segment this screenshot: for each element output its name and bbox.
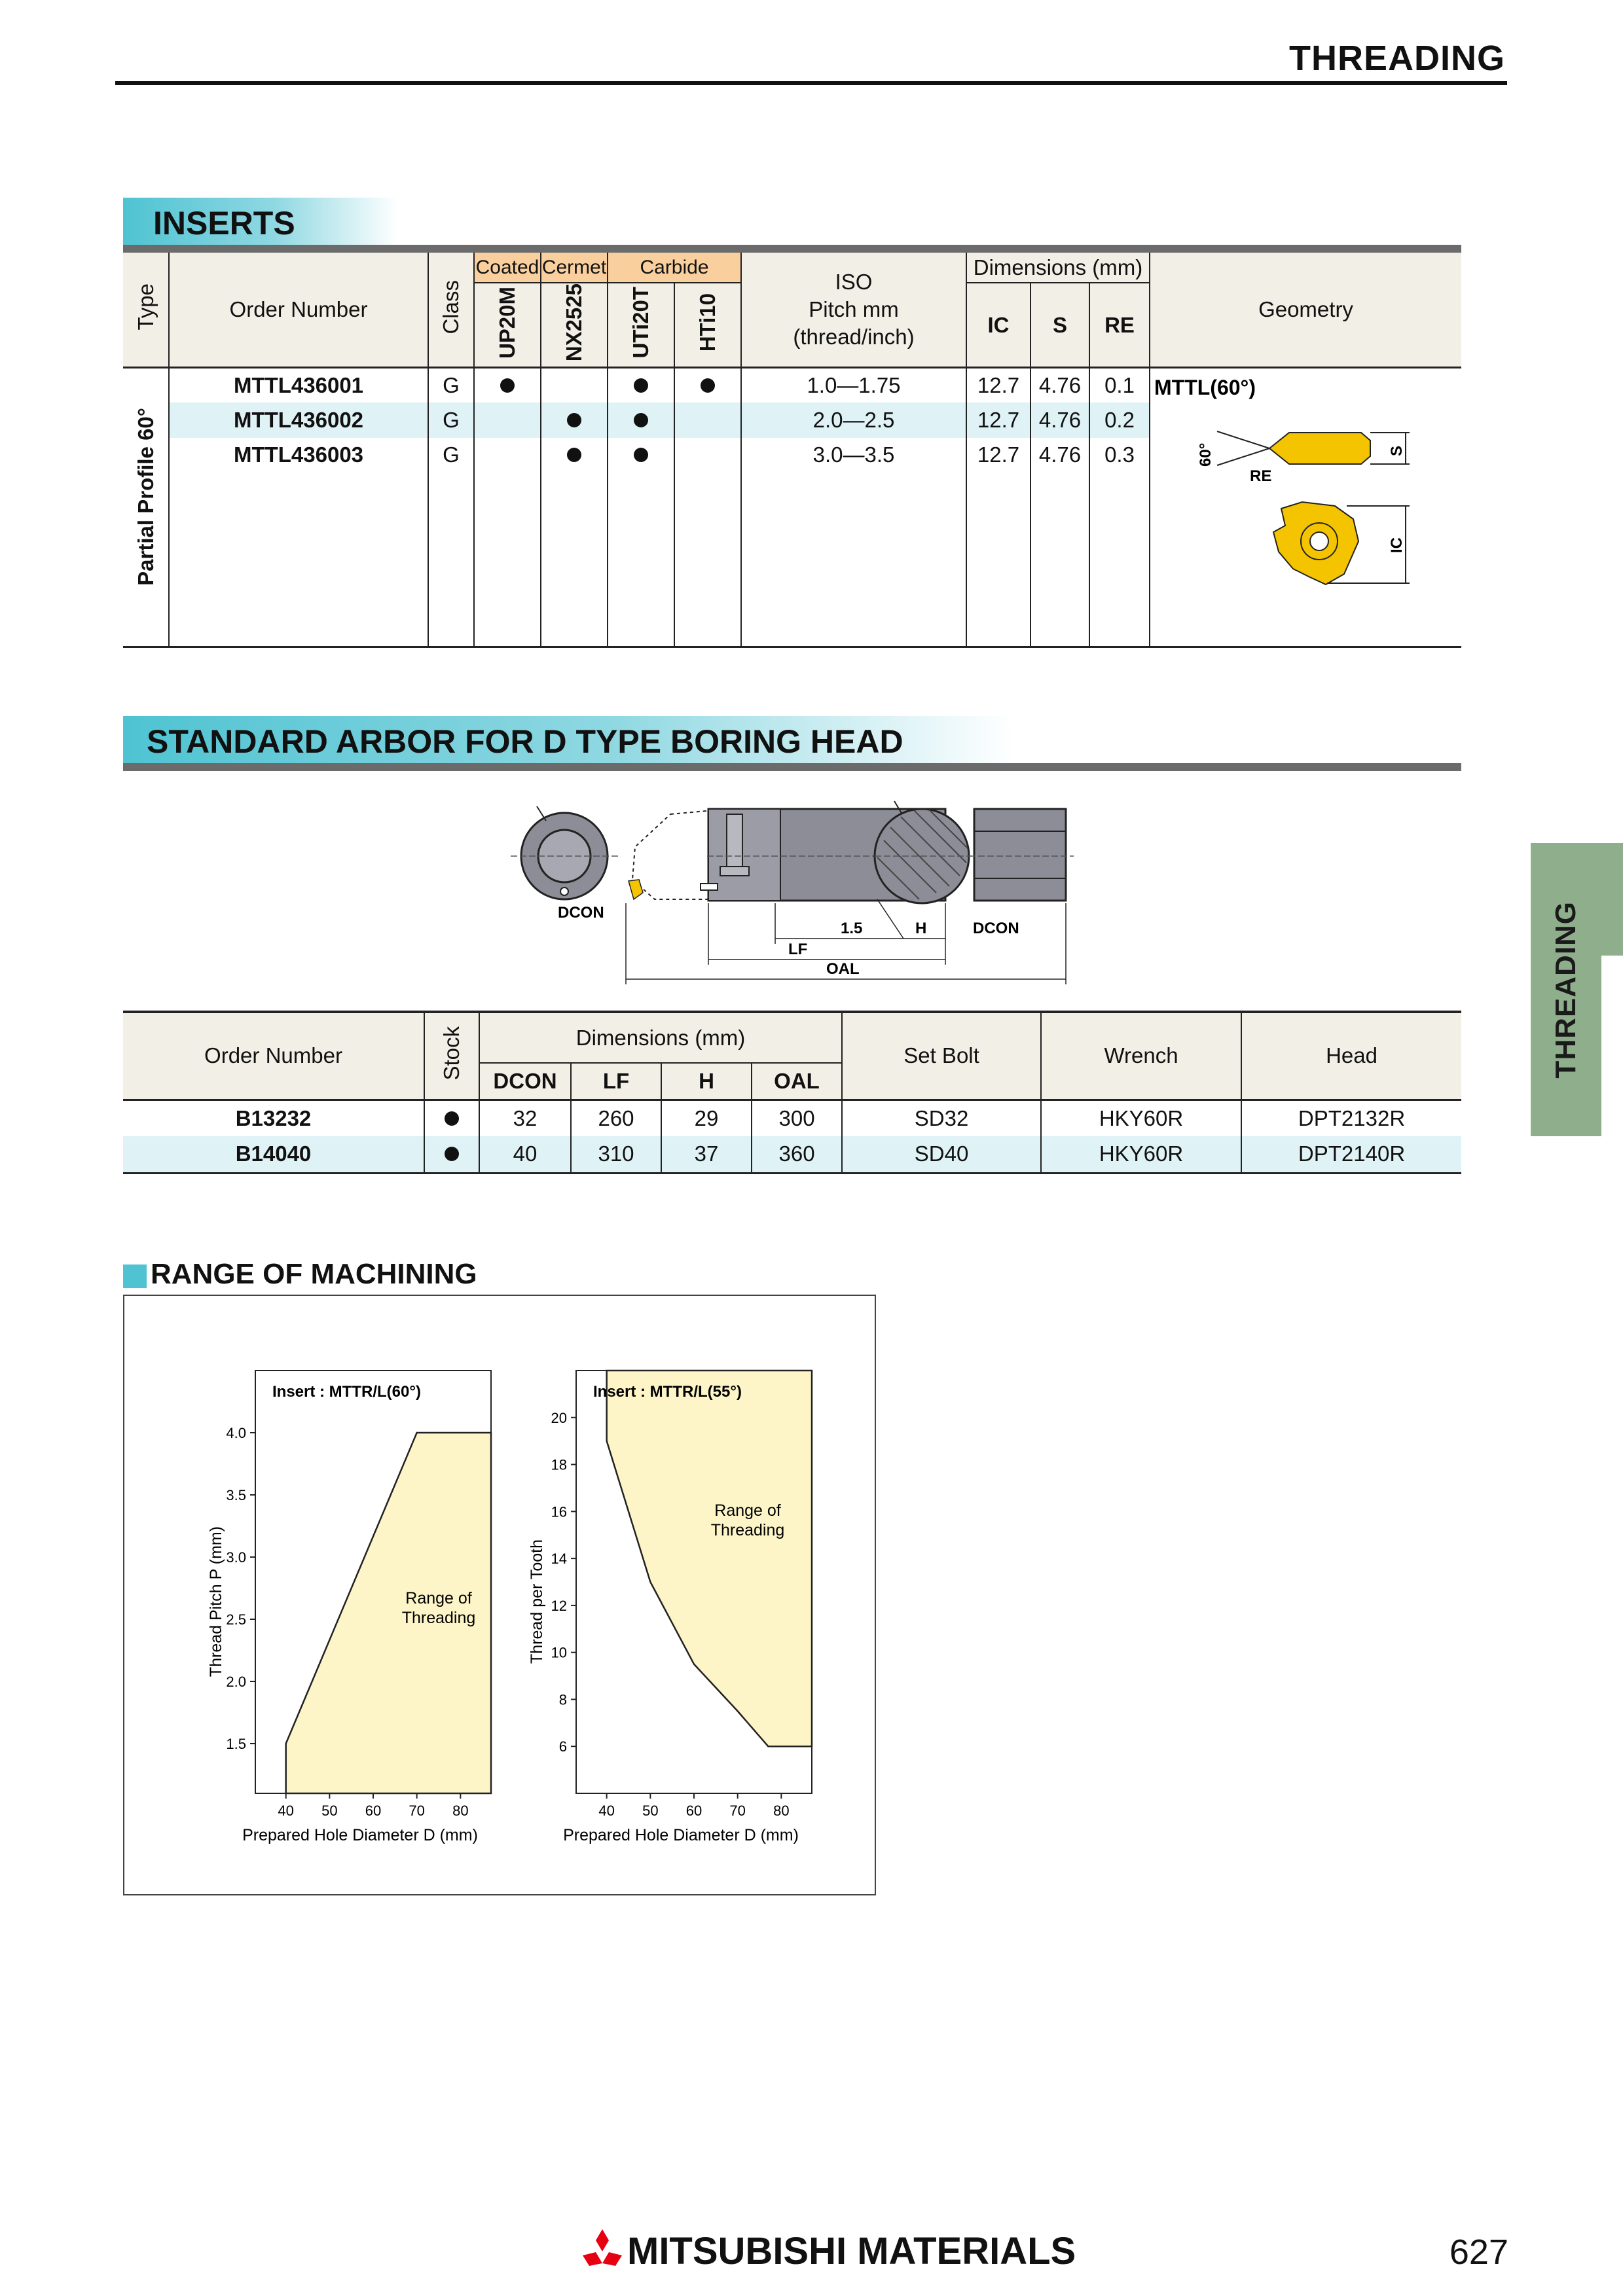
geometry-header: Geometry — [1150, 253, 1461, 368]
s-header: S — [1030, 283, 1089, 368]
inserts-section-rule — [123, 245, 1461, 253]
x-tick-label: 80 — [773, 1803, 790, 1819]
geometry-s-label: S — [1388, 446, 1406, 457]
y-tick-label: 4.0 — [226, 1425, 246, 1441]
order-number-cell: MTTL436001 — [169, 368, 428, 403]
drawing-dcon-right: DCON — [973, 920, 1019, 937]
dimensions-header: Dimensions (mm) — [966, 253, 1150, 283]
ic-cell: 12.7 — [966, 438, 1030, 473]
coated-header: Coated — [474, 253, 541, 283]
arbor-order-cell: B14040 — [235, 1141, 312, 1166]
side-tab-notch — [1601, 956, 1623, 1136]
arbor-lf-cell: 310 — [571, 1136, 661, 1173]
carbide-header: Carbide — [608, 253, 741, 283]
iso-pitch-header: ISO Pitch mm (thread/inch) — [741, 253, 966, 368]
x-tick-label: 40 — [598, 1803, 615, 1819]
y-tick-label: 6 — [558, 1738, 567, 1755]
drawing-lf: LF — [788, 941, 808, 958]
drawing-dim-15: 1.5 — [841, 920, 863, 937]
s-cell: 4.76 — [1030, 368, 1089, 403]
y-tick-label: 10 — [551, 1644, 567, 1661]
lf-header: LF — [571, 1063, 661, 1100]
x-tick-label: 60 — [365, 1803, 382, 1819]
geometry-re-label: RE — [1250, 467, 1272, 486]
range-chart-box — [123, 1295, 876, 1895]
x-tick-label: 50 — [321, 1803, 338, 1819]
grade-up20m: UP20M — [474, 283, 541, 368]
arbor-section-rule — [123, 763, 1461, 771]
stock-cell — [608, 403, 674, 437]
arbor-drawing — [511, 795, 1100, 991]
stock-cell — [541, 438, 608, 473]
y-tick-label: 3.0 — [226, 1549, 246, 1566]
set-bolt-header: Set Bolt — [842, 1012, 1041, 1100]
dcon-header: DCON — [479, 1063, 571, 1100]
type-header: Type — [123, 253, 169, 368]
table-row — [123, 1100, 1461, 1136]
y-axis-label: Thread per Tooth — [528, 1539, 546, 1664]
arbor-wrench-cell: HKY60R — [1041, 1100, 1241, 1136]
arbor-h-cell: 37 — [661, 1136, 752, 1173]
stock-cell — [541, 368, 608, 403]
drawing-h: H — [915, 920, 927, 937]
ic-header: IC — [966, 283, 1030, 368]
arbor-set-bolt-cell: SD40 — [842, 1136, 1041, 1173]
inserts-section-title: INSERTS — [153, 205, 295, 242]
grade-uti20t: UTi20T — [608, 283, 674, 368]
ic-cell: 12.7 — [966, 368, 1030, 403]
y-tick-label: 2.0 — [226, 1674, 246, 1690]
y-tick-label: 2.5 — [226, 1611, 246, 1628]
arbor-h-cell: 29 — [661, 1100, 752, 1136]
h-header: H — [661, 1063, 752, 1100]
wrench-header: Wrench — [1041, 1012, 1241, 1100]
s-cell: 4.76 — [1030, 438, 1089, 473]
stock-cell — [474, 368, 541, 403]
arbor-section-bar — [123, 716, 1013, 763]
head-header: Head — [1241, 1012, 1461, 1100]
cermet-header: Cermet — [541, 253, 608, 283]
arbor-dcon-cell: 32 — [479, 1100, 571, 1136]
footer-brand: MITSUBISHI MATERIALS — [627, 2230, 1076, 2272]
re-header: RE — [1089, 283, 1150, 368]
x-tick-label: 50 — [642, 1803, 659, 1819]
x-tick-label: 40 — [278, 1803, 294, 1819]
arbor-oal-cell: 360 — [752, 1136, 842, 1173]
stock-cell — [674, 403, 741, 437]
class-cell: G — [428, 438, 474, 473]
stock-cell — [608, 368, 674, 403]
side-tab-label: THREADING — [1550, 901, 1582, 1079]
re-cell: 0.3 — [1089, 438, 1150, 473]
header-rule — [115, 81, 1507, 85]
arbor-stock-cell — [424, 1136, 479, 1173]
order-number-cell: MTTL436002 — [169, 403, 428, 437]
geometry-ic-label: IC — [1388, 537, 1406, 554]
stock-cell — [608, 438, 674, 473]
x-axis-label: Prepared Hole Diameter D (mm) — [242, 1826, 478, 1844]
stock-cell — [674, 368, 741, 403]
order-number-cell: MTTL436003 — [169, 438, 428, 473]
grade-hti10: HTi10 — [674, 283, 741, 368]
x-axis-label: Prepared Hole Diameter D (mm) — [563, 1826, 799, 1844]
arbor-dcon-cell: 40 — [479, 1136, 571, 1173]
stock-header: Stock — [424, 1012, 479, 1100]
y-tick-label: 8 — [558, 1691, 567, 1708]
pitch-cell: 3.0—3.5 — [741, 438, 966, 473]
x-tick-label: 60 — [685, 1803, 702, 1819]
insert-geometry-drawing — [1150, 368, 1462, 641]
geometry-title: MTTL(60°) — [1154, 376, 1256, 400]
arbor-section-title: STANDARD ARBOR FOR D TYPE BORING HEAD — [147, 723, 903, 760]
geometry-cell — [1150, 368, 1461, 647]
arbor-lf-cell: 260 — [571, 1100, 661, 1136]
arbor-head-cell: DPT2140R — [1241, 1136, 1461, 1173]
chart-annotation: Range of — [405, 1589, 472, 1607]
arbor-oal-cell: 300 — [752, 1100, 842, 1136]
class-cell: G — [428, 403, 474, 437]
chart-title: Insert : MTTR/L(55°) — [593, 1383, 742, 1401]
mitsubishi-diamonds-icon — [580, 2228, 625, 2269]
chart-annotation: Range of — [714, 1501, 781, 1520]
chart-annotation: Threading — [710, 1521, 785, 1539]
chart-thread-per-tooth — [528, 1371, 812, 1844]
stock-cell — [674, 438, 741, 473]
geometry-angle-label: 60° — [1197, 442, 1214, 467]
chart-title: Insert : MTTR/L(60°) — [272, 1383, 421, 1401]
x-tick-label: 70 — [409, 1803, 425, 1819]
range-charts — [124, 1296, 875, 1894]
arbor-head-cell: DPT2132R — [1241, 1100, 1461, 1136]
inserts-table — [123, 253, 1461, 648]
oal-header: OAL — [752, 1063, 842, 1100]
stock-cell — [474, 403, 541, 437]
class-header: Class — [428, 253, 474, 368]
ic-cell: 12.7 — [966, 403, 1030, 437]
range-section-marker — [123, 1265, 147, 1288]
arbor-order-cell: B13232 — [235, 1105, 312, 1130]
drawing-dcon-left: DCON — [558, 904, 604, 922]
arbor-stock-cell — [424, 1100, 479, 1136]
table-row — [123, 368, 1461, 403]
arbor-table — [123, 1011, 1461, 1174]
x-tick-label: 80 — [452, 1803, 469, 1819]
re-cell: 0.2 — [1089, 403, 1150, 437]
y-tick-label: 1.5 — [226, 1736, 246, 1752]
pitch-cell: 2.0—2.5 — [741, 403, 966, 437]
y-axis-label: Thread Pitch P (mm) — [207, 1526, 225, 1677]
y-tick-label: 18 — [551, 1456, 567, 1473]
page-number: 627 — [1449, 2233, 1508, 2272]
stock-cell — [474, 438, 541, 473]
re-cell: 0.1 — [1089, 368, 1150, 403]
y-tick-label: 20 — [551, 1409, 567, 1426]
arbor-set-bolt-cell: SD32 — [842, 1100, 1041, 1136]
chart-pitch — [207, 1371, 491, 1844]
arbor-order-number-header: Order Number — [123, 1012, 424, 1100]
pitch-cell: 1.0—1.75 — [741, 368, 966, 403]
chart-annotation: Threading — [401, 1609, 476, 1627]
x-tick-label: 70 — [729, 1803, 746, 1819]
grade-nx2525: NX2525 — [541, 283, 608, 368]
arbor-wrench-cell: HKY60R — [1041, 1136, 1241, 1173]
y-tick-label: 14 — [551, 1551, 567, 1568]
stock-cell — [541, 403, 608, 437]
page-header-title: THREADING — [1289, 39, 1505, 78]
class-cell: G — [428, 368, 474, 403]
table-row — [123, 1136, 1461, 1173]
order-number-header: Order Number — [169, 253, 428, 368]
arbor-dimensions-header: Dimensions (mm) — [479, 1012, 842, 1063]
s-cell: 4.76 — [1030, 403, 1089, 437]
y-tick-label: 12 — [551, 1597, 567, 1614]
y-tick-label: 3.5 — [226, 1487, 246, 1503]
y-tick-label: 16 — [551, 1503, 567, 1520]
drawing-oal: OAL — [826, 960, 860, 978]
type-cell: Partial Profile 60° — [123, 368, 169, 647]
range-section-title: RANGE OF MACHINING — [151, 1258, 477, 1290]
inserts-section-bar — [123, 198, 398, 245]
